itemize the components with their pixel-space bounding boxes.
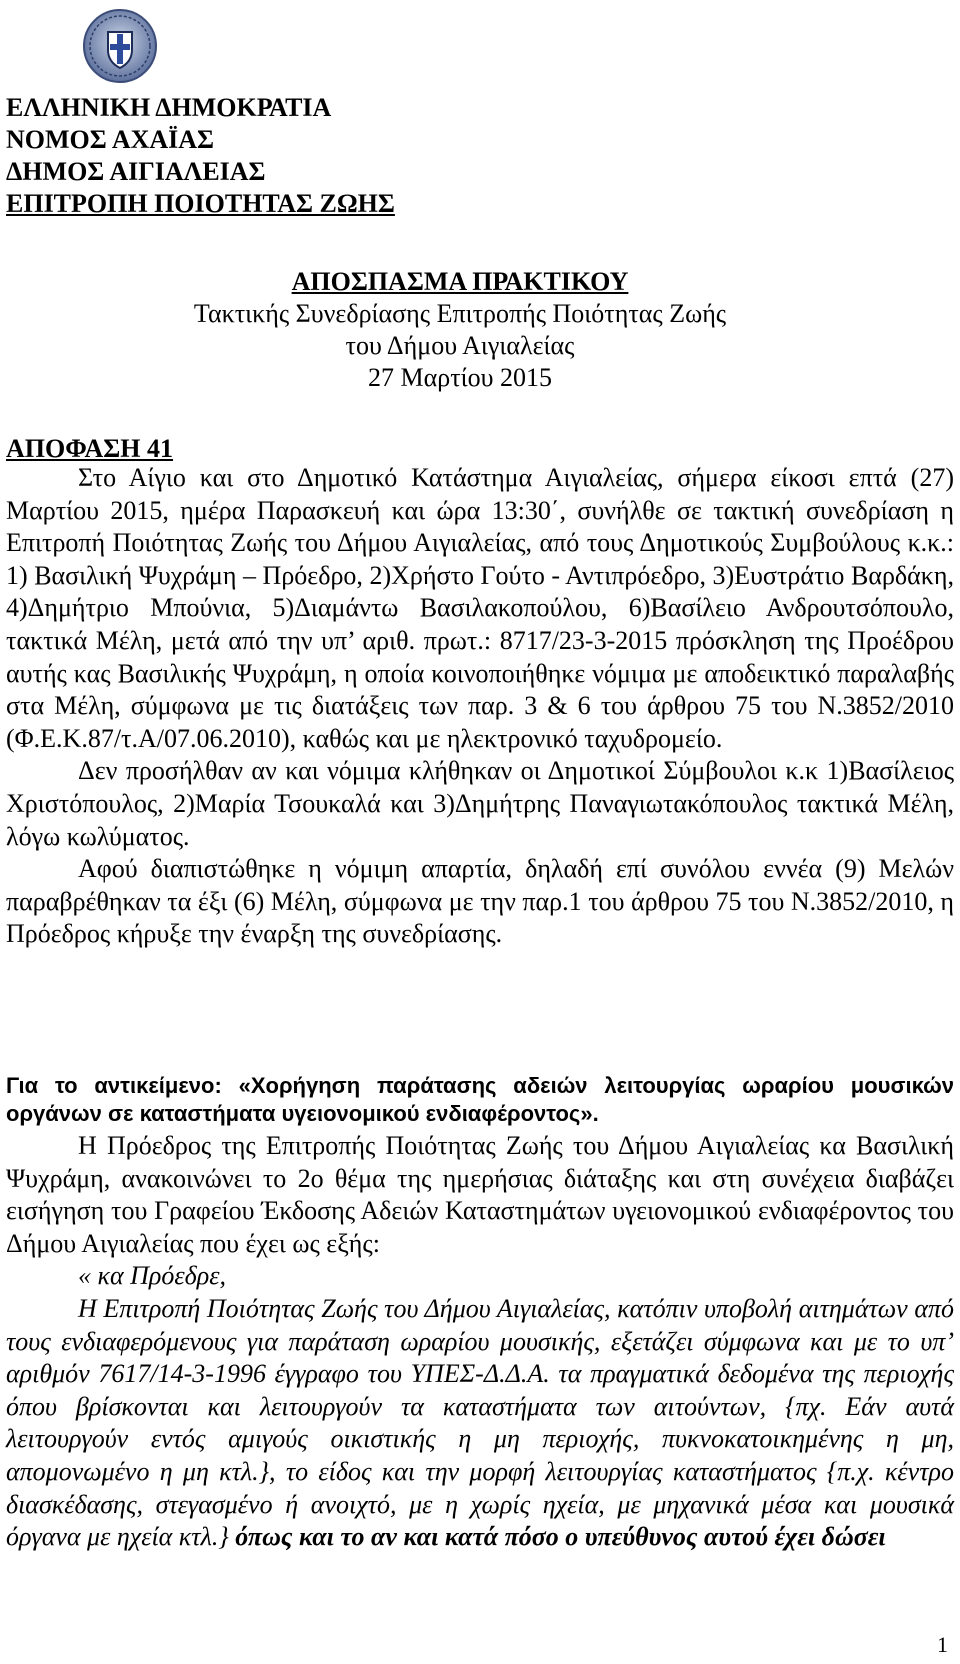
paragraph-announcement: Η Πρόεδρος της Επιτροπής Ποιότητας Ζωής του Δήμου Αιγιαλείας κα Βασιλική Ψυχράμη, ανακοινώνει το 2ο θέμα της ημερήσιας διάταξης και στη συνέχεια διαβάζει εισήγηση του Γραφείου Έκδοσης Αδειών Καταστημάτων υγειονομικού ενδιαφέροντος του Δήμου Αιγιαλείας που έχει ως εξής: [6,1131,954,1258]
proposal-text-bold: όπως και το αν και κατά πόσο ο υπεύθυνος αυτού έχει δώσει [235,1522,886,1552]
document-header [6,92,606,220]
minutes-body [6,462,954,951]
page-number: 1 [937,1632,948,1657]
paragraph-quorum: Αφού διαπιστώθηκε η νόμιμη απαρτία, δηλαδή επί συνόλου εννέα (9) Μελών παραβρέθηκαν τα έξι (6) Μέλη, σύμφωνα με την παρ.1 του άρθρου 75 του Ν.3852/2010, η Πρόεδρος κήρυξε την έναρξη της συνεδρίασης. [6,854,954,949]
decision-number: ΑΠΟΦΑΣΗ 41 [6,434,174,463]
proposal-text-italic: Η Επιτροπή Ποιότητας Ζωής του Δήμου Αιγιαλείας, κατόπιν υποβολή αιτημάτων από τους ενδιαφερόμενους για παράταση ωραρίου μουσικής, εξετάζει σύμφωνα και με το υπ’ αριθμόν 7617/14-3-1996 έγγραφο του ΥΠΕΣ-Δ.Δ.Α. τα πραγματικά δεδομένα της περιοχής όπου βρίσκονται και λειτουργούν τα καταστήματα των αιτούντων, {πχ. Εάν αυτά λειτουργούν εντός αμιγούς οικιστικής η μη περιοχής, πυκνοκατοικημένης η μη, απομονωμένο η μη κτλ.}, το είδος και την μορφή λειτουργίας καταστήματος {π.χ. κέντρο διασκέδασης, στεγασμένο ή ανοιχτό, με η χωρίς ηχεία, με μηχανικά μέσα και μουσικά όργανα με ηχεία κτλ.} [6,1293,954,1552]
proposal-greeting: « κα Πρόεδρε, [78,1261,226,1291]
paragraph-absent: Δεν προσήλθαν αν και νόμιμα κλήθηκαν οι Δημοτικοί Σύμβουλοι κ.κ 1)Βασίλειος Χριστόπουλος, 2)Μαρία Τσουκαλά και 3)Δημήτρης Παναγιωτακόπουλος τακτικά Μέλη, λόγω κωλύματος. [6,756,954,851]
excerpt-line-1: Τακτικής Συνεδρίασης Επιτροπής Ποιότητας Ζωής [193,299,727,328]
paragraph-proposal [6,1293,954,1554]
agenda-subject: Για το αντικείμενο: «Χορήγηση παράτασης αδειών λειτουργίας ωραρίου μουσικών οργάνων σε καταστήματα υγειονομικού ενδιαφέροντος». [6,1073,954,1126]
proposal-body [6,1130,954,1554]
header-prefecture: ΝΟΜΟΣ ΑΧΑΪΑΣ [6,125,215,154]
header-committee: ΕΠΙΤΡΟΠΗ ΠΟΙΟΤΗΤΑΣ ΖΩΗΣ [6,189,395,218]
excerpt-date: 27 Μαρτίου 2015 [367,363,553,392]
header-municipality: ΔΗΜΟΣ ΑΙΓΙΑΛΕΙΑΣ [6,157,266,186]
excerpt-heading [140,266,780,394]
excerpt-title: ΑΠΟΣΠΑΣΜΑ ΠΡΑΚΤΙΚΟΥ [291,267,629,296]
greek-republic-emblem [82,6,158,86]
header-republic: ΕΛΛΗΝΙΚΗ ΔΗΜΟΚΡΑΤΙΑ [6,93,332,122]
excerpt-line-2: του Δήμου Αιγιαλείας [345,331,575,360]
paragraph-session: Στο Αίγιο και στο Δημοτικό Κατάστημα Αιγιαλείας, σήμερα είκοσι επτά (27) Μαρτίου 2015, ημέρα Παρασκευή και ώρα 13:30΄, συνήλθε σε τακτική συνεδρίαση η Επιτροπή Ποιότητας Ζωής του Δήμου Αιγιαλείας, από τους Δημοτικούς Συμβούλους κ.κ.: 1) Βασιλική Ψυχράμη – Πρόεδρο, 2)Χρήστο Γούτο - Αντιπρόεδρο, 3)Ευστράτιο Βαρδάκη, 4)Δημήτριο Μπούνια, 5)Διαμάντω Βασιλακοπούλου, 6)Βασίλειο Ανδρουτσόπουλο, τακτικά Μέλη, μετά από την υπ’ αριθ. πρωτ.: 8717/23-3-2015 πρόσκληση της Προέδρου αυτής κας Βασιλικής Ψυχράμη, η οποία κοινοποιήθηκε νόμιμα με αποδεικτικό παραλαβής στα Μέλη, σύμφωνα με τις διατάξεις των παρ. 3 & 6 του άρθρου 75 του Ν.3852/2010 (Φ.Ε.Κ.87/τ.Α/07.06.2010), καθώς και με ηλεκτρονικό ταχυδρομείο. [6,463,954,753]
